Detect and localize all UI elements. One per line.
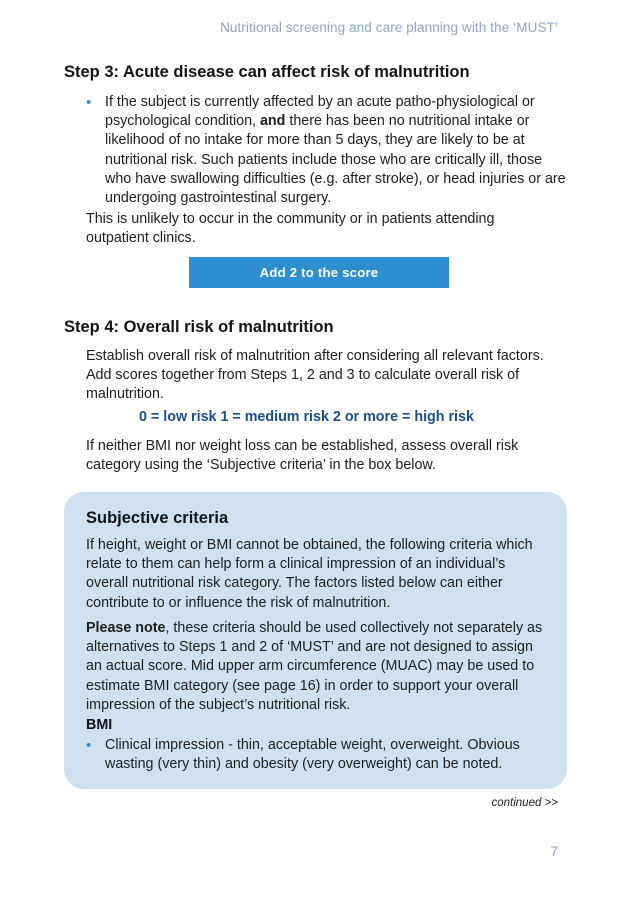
risk-scale: 0 = low risk 1 = medium risk 2 or more = high risk [139,409,474,425]
step4-heading: Step 4: Overall risk of malnutrition [64,318,334,336]
subjective-criteria-title: Subjective criteria [86,509,229,527]
step3-bullet-post: there has been no nutritional intake or likelihood of no intake for more than 5 days, they are likely to be at nutritional risk. Such patients include those who are critically ill, those who have swallowing difficulties (e.g. after stroke), or head injuries or are undergoing gastrointestinal surgery. [105,113,566,207]
criteria-paragraph-1: If height, weight or BMI cannot be obtained, the following criteria which relate to them can help form a clinical impression of an individual’s overall nutritional risk category. The factors listed below can either contribute to or influence the risk of malnutrition. [86,537,533,611]
bmi-bullet [86,736,551,774]
step3-bullet-bold: and [259,113,286,130]
page-number: 7 [550,843,558,859]
bullet-dot-icon: • [86,94,92,111]
step3-bullet [86,93,566,208]
step3-note: This is unlikely to occur in the community or in patients attending outpatient clinics. [86,211,495,247]
bmi-bullet-text: Clinical impression - thin, acceptable weight, overweight. Obvious wasting (very thin) and obesity (very overweight) can be noted. [105,737,520,773]
bullet-dot-icon: • [86,737,92,754]
criteria-note-bold: Please note [86,620,166,636]
step4-paragraph-1: Establish overall risk of malnutrition after considering all relevant factors. Add scores together from Steps 1, 2 and 3 to calculate overall risk of malnutrition. [86,348,544,403]
criteria-note-text: , these criteria should be used collectively not separately as alternatives to Steps 1 and 2 of ‘MUST’ and are not designed to assign an actual score. Mid upper arm circumference (MUAC) may be used to estimate BMI category (see page 16) in order to support your overall impression of the subject’s nutritional risk. [86,620,543,713]
continued-link[interactable]: continued >> [491,797,558,809]
bmi-label: BMI [86,717,113,733]
criteria-note [86,619,551,715]
step3-bullet-pre: If the subject is currently affected by an acute patho-physiological or psychological condition, [105,94,535,130]
add-2-score-label: Add 2 to the score [189,257,449,288]
step3-heading: Step 3: Acute disease can affect risk of malnutrition [64,63,470,81]
step3-bullet-text [105,93,566,208]
running-header: Nutritional screening and care planning with the ‘MUST’ [220,20,558,35]
step4-paragraph-2: If neither BMI nor weight loss can be established, assess overall risk category using the ‘Subjective criteria’ in the box below. [86,438,519,474]
